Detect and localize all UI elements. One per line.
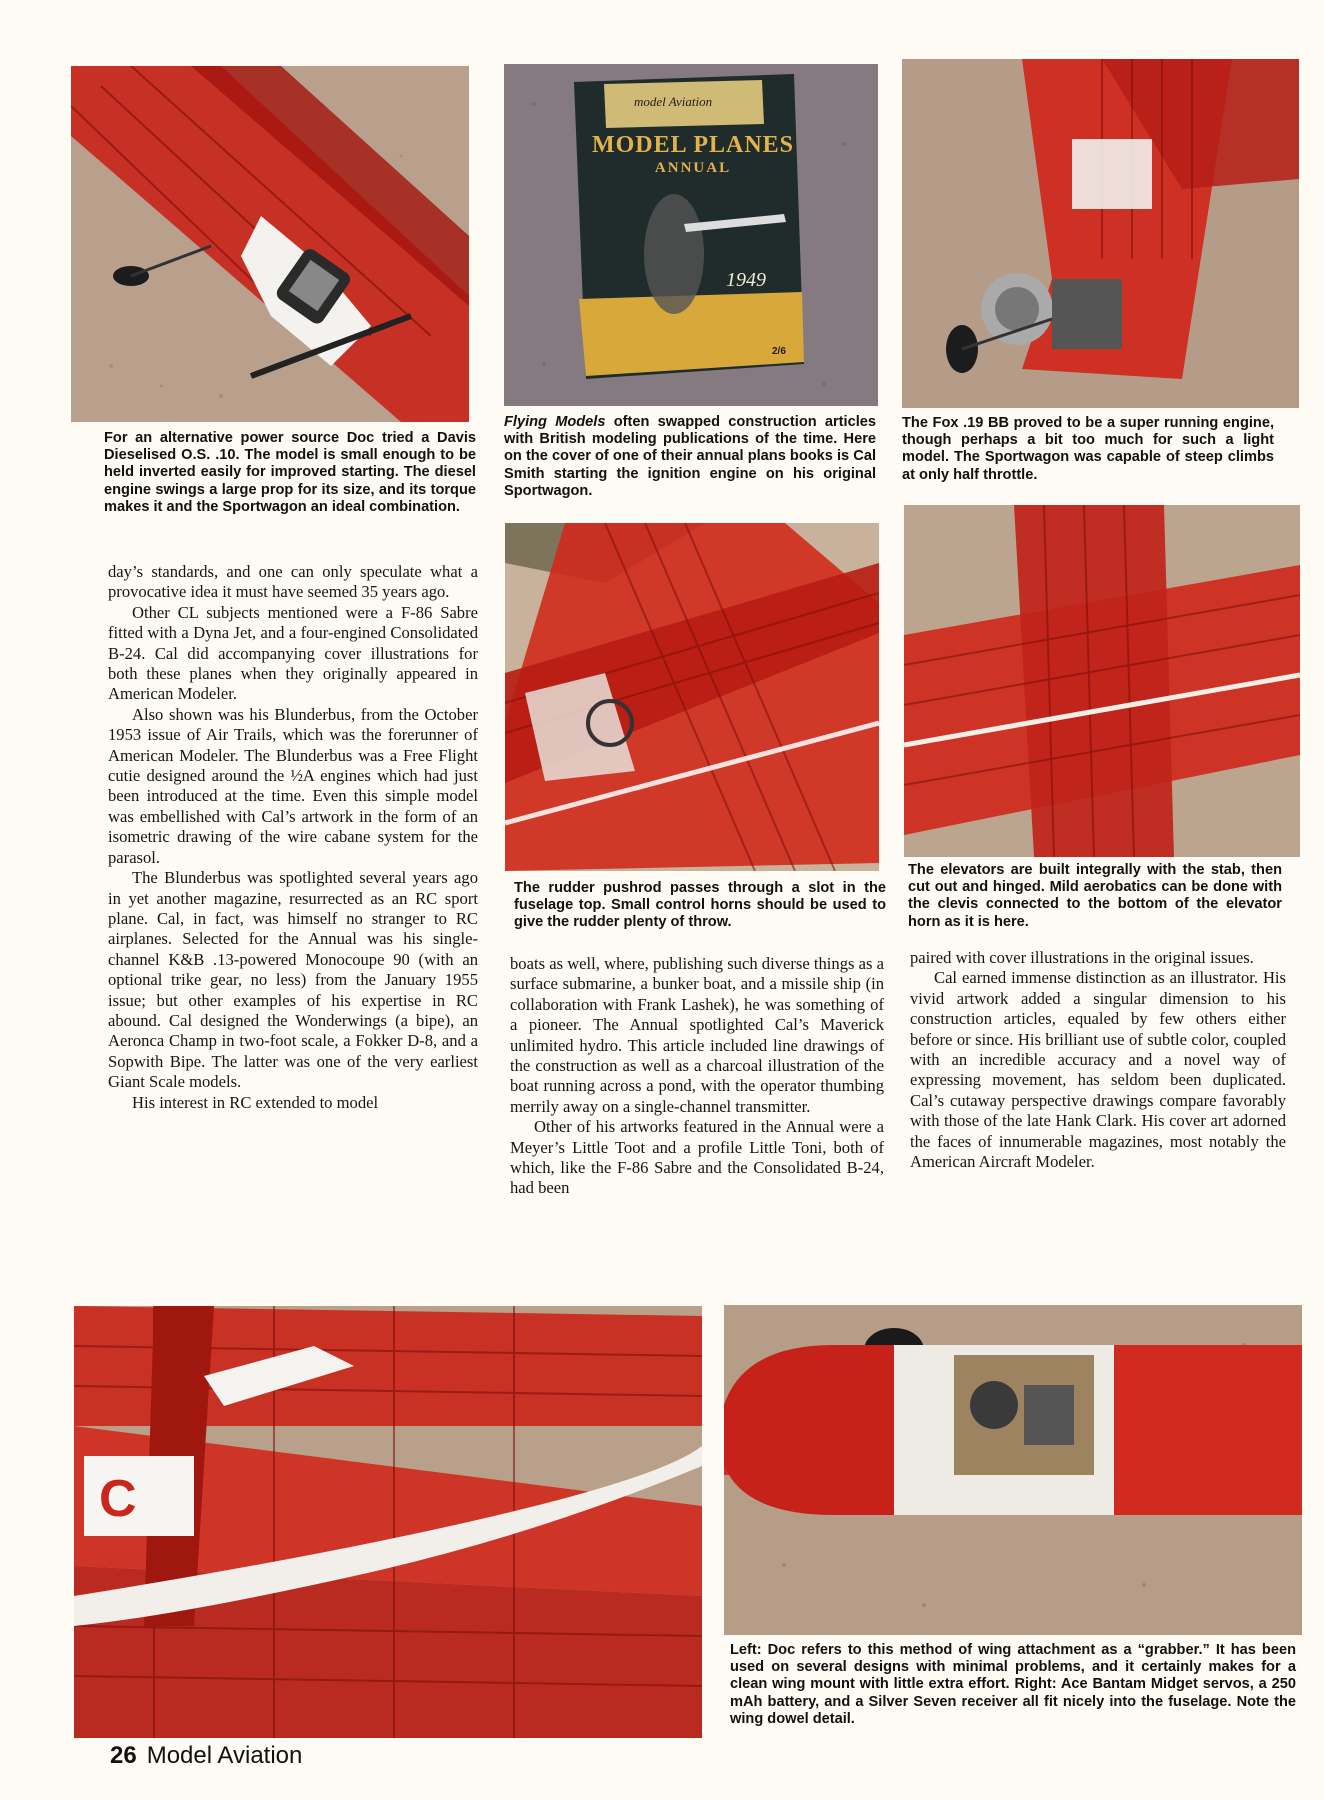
photo-servos-fuselage xyxy=(724,1305,1302,1635)
magazine-name: Model Aviation xyxy=(146,1742,303,1769)
page-number: 26 xyxy=(110,1742,137,1769)
body-paragraph: Other of his artworks featured in the Annual were a Meyer’s Little Toot and a profile Little Toni, both of which, like the F-86 Sabre and the Consolidated B-24, had been xyxy=(510,1117,884,1198)
photo-elevators xyxy=(904,505,1300,857)
body-column-1 xyxy=(108,562,478,1113)
photo-rudder-pushrod xyxy=(505,523,879,871)
cover-title-line2: ANNUAL xyxy=(654,160,732,176)
cover-title-line1: MODEL PLANES xyxy=(591,132,795,158)
caption-elevators: The elevators are built integrally with the stab, then cut out and hinged. Mild aerobatics can be done with the clevis connected to the bottom of the elevator horn as it is here. xyxy=(908,862,1282,930)
cover-year: 1949 xyxy=(726,269,766,291)
caption-magazine-title: Flying Models xyxy=(504,414,606,430)
caption-diesel-engine: For an alternative power source Doc tried a Davis Dieselised O.S. .10. The model is small enough to be held inverted easily for improved starting. The diesel engine swings a large prop for its size, and its torque makes it and the Sportwagon an ideal combination. xyxy=(104,430,476,515)
body-paragraph: His interest in RC extended to model xyxy=(132,1092,379,1112)
photo-diesel-engine-model xyxy=(71,66,469,422)
photo-fox-19-engine xyxy=(902,59,1299,408)
cover-masthead: model Aviation xyxy=(634,94,713,109)
body-paragraph: Also shown was his Blunderbus, from the October 1953 issue of Air Trails, which was the forerunner of American Modeler. The Blunderbus was a Free Flight cutie designed around the ½A engines which had just been introduced at the time. Even this simple model was embellished with Cal’s artwork in the form of an isometric drawing of the wire cabane system for the parasol. xyxy=(108,704,478,867)
body-paragraph: The Blunderbus was spotlighted several years ago in yet another magazine, resurrected as an RC sport plane. Cal, in fact, was himself no stranger to RC airplanes. Selected for the Annual was his single-channel K&B .13-powered Monocoupe 90 (with an optional trike gear, no less) from the January 1955 issue; but other examples of his expertise in RC abound. Cal designed the Wonderwings (a bipe), an Aeronca Champ in two-foot scale, a Fokker D-8, and a Sopwith Bipe. The latter was one of the very earliest Giant Scale models. xyxy=(108,868,478,1092)
body-paragraph: day’s standards, and one can only speculate what a provocative idea it must have seemed 35 years ago. xyxy=(108,562,478,602)
body-paragraph: paired with cover illustrations in the original issues. xyxy=(910,948,1254,967)
caption-magazine-cover xyxy=(504,414,876,500)
photo-wing-grabber xyxy=(74,1306,702,1738)
body-column-2 xyxy=(510,954,884,1199)
caption-fox-engine: The Fox .19 BB proved to be a super running engine, though perhaps a bit too much for such a light model. The Sportwagon was capable of steep climbs at only half throttle. xyxy=(902,415,1274,483)
cover-price: 2/6 xyxy=(772,346,786,357)
body-column-3 xyxy=(910,948,1286,1172)
svg-text:C: C xyxy=(99,1470,137,1528)
body-paragraph: Cal earned immense distinction as an illustrator. His vivid artwork added a singular dimension to his construction articles, equaled by few others either before or since. His brilliant use of subtle color, coupled with an incredible accuracy and a novel way of expressing movement, has seldom been duplicated. Cal’s cutaway perspective drawings compare favorably with those of the late Hank Clark. His cover art adorned the faces of innumerable magazines, most notably the American Aircraft Modeler. xyxy=(910,968,1286,1172)
body-paragraph: Other CL subjects mentioned were a F-86 Sabre fitted with a Dyna Jet, and a four-engined Consolidated B-24. Cal did accompanying cover illustrations for both these planes when they originally appeared in American Modeler. xyxy=(108,602,478,704)
caption-rudder-pushrod: The rudder pushrod passes through a slot in the fuselage top. Small control horns should be used to give the rudder plenty of throw. xyxy=(514,880,886,931)
photo-model-planes-annual-cover xyxy=(504,64,878,406)
caption-bottom-photos: Left: Doc refers to this method of wing attachment as a “grabber.” It has been used on several designs with minimal problems, and it certainly makes for a clean wing mount with little extra effort. Right: Ace Bantam Midget servos, a 250 mAh battery, and a Silver Seven receiver all fit nicely into the fuselage. Note the wing dowel detail. xyxy=(730,1642,1296,1727)
body-paragraph: boats as well, where, publishing such diverse things as a surface submarine, a bunker boat, and a missile ship (in collaboration with Frank Lashek), he was something of a pioneer. The Annual spotlighted Cal’s Maverick unlimited hydro. This article included line drawings of the construction as well as a charcoal illustration of the boat running across a pond, with the operator thumbing merrily away on a single-channel transmitter. xyxy=(510,954,884,1116)
page-folio xyxy=(110,1742,302,1770)
caption-magazine-text: often swapped construction articles with British modeling publications of the time. Here on the cover of one of their annual plans books is Cal Smith starting the ignition engine on his original Sportwagon. xyxy=(504,414,877,499)
